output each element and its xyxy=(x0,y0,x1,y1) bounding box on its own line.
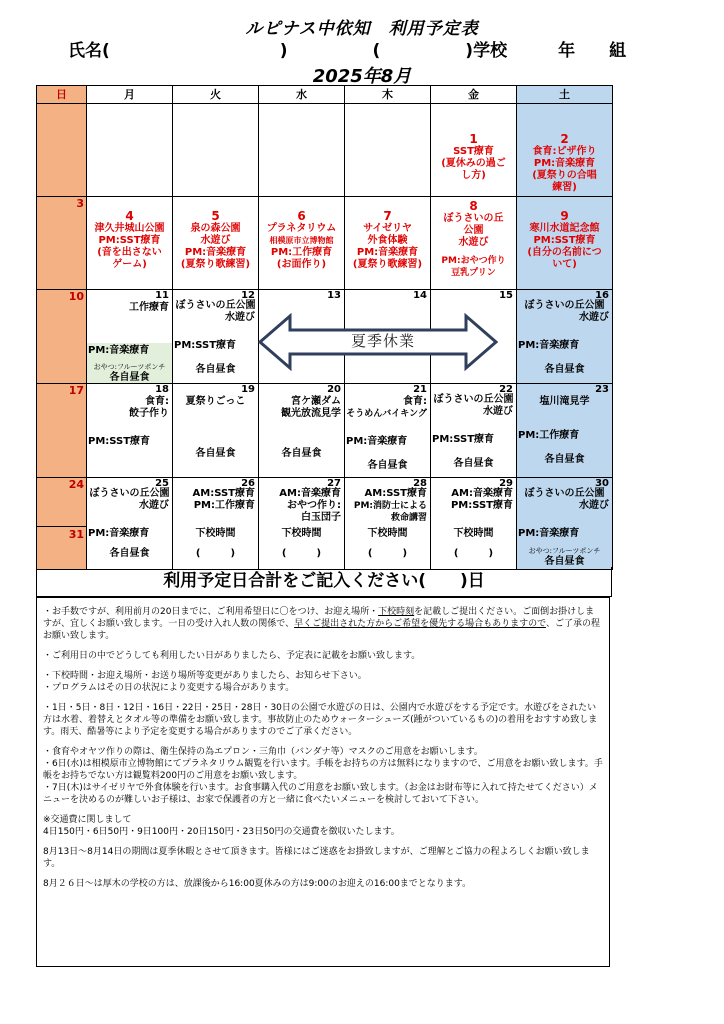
home-time-input[interactable]: ( ) xyxy=(453,548,494,559)
home-time-label: 下校時間 xyxy=(367,528,408,539)
note-changes: ・下校時間・お迎え場所・お送り場所等変更がありましたら、お知らせ下さい。 ・プログラムはその日の状況により変更する場合があります。 xyxy=(43,671,367,693)
activity-pm: PM:SST療育 xyxy=(450,500,513,511)
event-line: 津久井城山公園 xyxy=(94,223,165,234)
lunch-label: 各自昼食 xyxy=(195,448,236,459)
event-line: いて) xyxy=(552,259,577,270)
weekday-fri: 金 xyxy=(431,86,517,104)
activity-pm: PM:SST療育 xyxy=(88,436,151,447)
day-cell-11[interactable] xyxy=(87,290,173,384)
lunch-label: 各自昼食 xyxy=(544,364,585,375)
activity-am: ぼうさいの丘公園 xyxy=(433,394,514,405)
event-line: PM:音楽療育 xyxy=(533,158,596,169)
activity-pm: PM:SST療育 xyxy=(432,434,495,445)
note-holiday: 8月13日～8月14日の期間は夏季休暇とさせて頂きます。皆様にはご迷惑をお掛致しますが、ご理解とご協力の程よろしくお願い致します。 xyxy=(43,847,590,869)
event-line: (自分の名前につ xyxy=(527,247,602,258)
day-cell-7[interactable] xyxy=(345,197,431,290)
activity-am: 水遊び xyxy=(483,406,513,417)
total-days-field[interactable]: 利用予定日合計をご記入ください( )日 xyxy=(36,567,612,597)
activity-am: そうめんバイキング xyxy=(346,409,427,419)
event-line: (夏祭りの合唱 xyxy=(532,170,597,181)
event-line: (夏休みの過ご xyxy=(441,158,506,169)
day-cell-9[interactable] xyxy=(517,197,613,290)
note-transport: ※交通費に関しまして 4日150円・6日50円・9日100円・20日150円・23日50円の交通費を徴収いたします。 xyxy=(43,815,400,837)
day-cell-empty[interactable] xyxy=(37,104,87,197)
day-cell-12[interactable] xyxy=(173,290,259,384)
date-number: 2 xyxy=(560,132,569,146)
day-cell-6[interactable] xyxy=(259,197,345,290)
day-cell-29[interactable] xyxy=(431,478,517,570)
day-cell-30[interactable] xyxy=(517,478,613,570)
event-line: PM:おやつ作り xyxy=(441,256,506,266)
day-cell-25[interactable] xyxy=(87,478,173,570)
date-number: 29 xyxy=(499,478,513,489)
date-number: 24 xyxy=(68,478,84,491)
week-row-5 xyxy=(37,478,613,570)
event-line: 水遊び xyxy=(200,235,231,246)
date-number: 26 xyxy=(241,478,255,489)
weekday-mon: 月 xyxy=(87,86,173,104)
week-row-4 xyxy=(37,384,613,478)
activity-pm: 救命講習 xyxy=(390,513,427,523)
activity-am: ぼうさいの丘公園 xyxy=(524,488,605,499)
date-number: 22 xyxy=(499,384,513,395)
activity-pm: PM:消防士による xyxy=(353,501,427,511)
day-cell-1[interactable] xyxy=(431,104,517,197)
date-number: 16 xyxy=(595,290,609,301)
event-line: PM:音楽療育 xyxy=(356,247,419,258)
date-number: 13 xyxy=(327,290,341,301)
activity-am: 水遊び xyxy=(139,500,169,511)
day-cell-18[interactable] xyxy=(87,384,173,478)
week-row-2 xyxy=(37,197,613,290)
home-time-label: 下校時間 xyxy=(281,528,322,539)
day-cell-28[interactable] xyxy=(345,478,431,570)
event-line: ぼうさいの丘 xyxy=(443,213,504,224)
lunch-label: 各自昼食 xyxy=(109,548,150,559)
activity-am: 観光放流見学 xyxy=(281,408,341,419)
notes-box xyxy=(36,597,610,967)
weekday-thu: 木 xyxy=(345,86,431,104)
date-number: 17 xyxy=(68,384,84,397)
activity-am: AM:音楽療育 xyxy=(451,488,513,499)
date-number: 10 xyxy=(68,290,84,303)
date-number: 3 xyxy=(76,197,84,210)
day-cell-26[interactable] xyxy=(173,478,259,570)
date-number: 31 xyxy=(68,528,84,541)
day-cell-2[interactable] xyxy=(517,104,613,197)
note-water-play: ・1日・5日・8日・12日・16日・22日・25日・28日・30日の公園で水遊びの日は、公園内で水遊びをする予定です。水遊びをされたい方は水着、着替えとタオル等の準備をお願い致します。事故防止のためウォーターシューズ(踵がついているもの)の着用をおすすめ致します。雨天、酷暑等により予定を変更する場合がありますのでご了承ください。 xyxy=(43,703,598,737)
date-number: 12 xyxy=(241,290,255,301)
event-line: PM:SST療育 xyxy=(533,235,596,246)
activity-am: AM:SST療育 xyxy=(192,488,255,499)
activity-pm: PM:音楽療育 xyxy=(88,345,150,356)
date-number: 19 xyxy=(241,384,255,395)
date-number: 6 xyxy=(297,209,306,223)
event-line: 寒川水道記念館 xyxy=(529,223,600,234)
date-number: 1 xyxy=(469,132,478,146)
weekday-tue: 火 xyxy=(173,86,259,104)
date-number: 9 xyxy=(560,209,569,223)
day-cell-24-31[interactable] xyxy=(37,478,87,570)
day-cell-10[interactable] xyxy=(37,290,87,384)
event-line: し方) xyxy=(461,170,486,181)
activity-am: 塩川滝見学 xyxy=(539,396,590,407)
day-cell-16[interactable] xyxy=(517,290,613,384)
activity-pm: PM:SST療育 xyxy=(174,340,237,351)
date-number: 14 xyxy=(413,290,427,301)
date-number: 23 xyxy=(595,384,609,395)
day-cell-4[interactable] xyxy=(87,197,173,290)
activity-am: 水遊び xyxy=(579,500,609,511)
lunch-label: 各自昼食 xyxy=(544,556,585,567)
day-cell-empty[interactable] xyxy=(87,104,173,197)
event-line: PM:工作療育 xyxy=(270,247,333,258)
day-cell-22[interactable] xyxy=(431,384,517,478)
event-line: 外食体験 xyxy=(367,235,408,246)
weekday-sat: 土 xyxy=(517,86,613,104)
event-line: PM:SST療育 xyxy=(98,235,161,246)
event-line: 食育:ピザ作り xyxy=(532,146,597,157)
home-time-input[interactable]: ( ) xyxy=(367,548,408,559)
day-cell-3[interactable] xyxy=(37,197,87,290)
date-number: 5 xyxy=(211,209,220,223)
activity-pm: PM:音楽療育 xyxy=(518,340,580,351)
activity-am: おやつ作り: xyxy=(287,500,341,511)
snack-label: おやつ:フルーツポンチ xyxy=(93,363,166,371)
activity-am: 宮ケ瀬ダム xyxy=(291,396,341,407)
event-line: 豆乳プリン xyxy=(451,268,496,278)
date-number: 8 xyxy=(469,199,478,213)
home-time-input[interactable]: ( ) xyxy=(281,548,322,559)
activity-pm: PM:音楽療育 xyxy=(518,528,580,539)
activity-pm: PM:工作療育 xyxy=(518,430,580,441)
lunch-label: 各自昼食 xyxy=(281,448,322,459)
weekday-sun: 日 xyxy=(37,86,87,104)
activity-am: 水遊び xyxy=(579,312,609,323)
lunch-label: 各自昼食 xyxy=(195,364,236,375)
activity-am: 夏祭りごっこ xyxy=(185,396,246,407)
day-cell-empty[interactable] xyxy=(345,104,431,197)
event-line: ゲーム) xyxy=(112,259,147,270)
date-number: 4 xyxy=(125,209,134,223)
page-title: ルピナス中依知 利用予定表 xyxy=(245,19,479,39)
day-cell-27[interactable] xyxy=(259,478,345,570)
note-submission: ・お手数ですが、利用前月の20日までに、ご利用希望日に〇をつけ、お迎え場所・下校時刻を記載しご提出ください。ご面倒お掛けしますが、宜しくお願い致します。一日の受け入れ人数の関係で、早くご提出された方からご希望を優先する場合もありますので、ご了承の程お願い致します。 xyxy=(43,607,600,641)
event-line: PM:音楽療育 xyxy=(184,247,247,258)
lunch-label: 各自昼食 xyxy=(544,454,585,465)
event-line: 公園 xyxy=(463,225,484,236)
summer-holiday-label: 夏季休業 xyxy=(350,332,415,350)
event-line: プラネタリウム xyxy=(266,223,337,234)
date-number: 20 xyxy=(327,384,341,395)
home-time-input[interactable]: ( ) xyxy=(195,548,236,559)
activity-am: AM:音楽療育 xyxy=(279,488,341,499)
activity-am: 工作療育 xyxy=(129,302,169,313)
event-line: (夏祭り歌練習) xyxy=(352,259,423,270)
day-cell-23[interactable] xyxy=(517,384,613,478)
home-time-label: 下校時間 xyxy=(453,528,494,539)
event-line: 泉の森公園 xyxy=(190,223,241,234)
lunch-label: 各自昼食 xyxy=(367,460,408,471)
lunch-label: 各自昼食 xyxy=(109,372,150,383)
event-line: 練習) xyxy=(552,182,577,193)
activity-am: 食育: xyxy=(145,396,169,407)
activity-am: ぼうさいの丘公園 xyxy=(175,300,256,311)
day-cell-19[interactable] xyxy=(173,384,259,478)
day-cell-8[interactable] xyxy=(431,197,517,290)
date-number: 15 xyxy=(499,290,513,301)
activity-pm: PM:音楽療育 xyxy=(88,528,150,539)
date-number: 7 xyxy=(383,209,392,223)
event-line: 水遊び xyxy=(458,237,489,248)
day-cell-empty[interactable] xyxy=(173,104,259,197)
date-number: 11 xyxy=(155,290,169,301)
event-line: (夏祭り歌練習) xyxy=(180,259,251,270)
week-row-1 xyxy=(37,104,613,197)
lunch-label: 各自昼食 xyxy=(453,458,494,469)
event-line: SST療育 xyxy=(453,146,494,157)
name-school-line[interactable]: 氏名( ) ( )学校 年 組 xyxy=(68,41,627,61)
date-number: 21 xyxy=(413,384,427,395)
activity-am: ぼうさいの丘公園 xyxy=(524,300,605,311)
event-line: 相模原市立博物館 xyxy=(269,236,334,245)
day-cell-21[interactable] xyxy=(345,384,431,478)
date-number: 25 xyxy=(155,478,169,489)
snack-label: おやつ:フルーツポンチ xyxy=(528,547,601,555)
activity-pm: PM:工作療育 xyxy=(193,500,255,511)
note-priority-day: ・ご利用日の中でどうしても利用したい日がありましたら、予定表に記載をお願い致します。 xyxy=(43,651,421,661)
day-cell-17[interactable] xyxy=(37,384,87,478)
note-food: ・食育やオヤツ作りの際は、衛生保持の為エプロン・三角巾（バンダナ等）マスクのご用意をお願いします。 ・6日(水)は相模原市立博物館にてプラネタリウム観覧を行います。手帳をお持ちの方は無料になりますので、ご用意をお願い致します。手帳をお持ちでない方は観覧料200円のご用意をお願い致します。 ・7日(木)はサイゼリヤで外食体験を行います。お食事購入代のご用意をお願い致します。（お金はお財布等に入れて持たせてください）メニューを決めるのが難しいお子様は、お家で保護者の方と一緒に食べたいメニューを検討しておいて下さい。 xyxy=(43,747,603,805)
weekday-header-row xyxy=(37,86,613,104)
day-cell-20[interactable] xyxy=(259,384,345,478)
day-cell-empty[interactable] xyxy=(259,104,345,197)
event-line: サイゼリヤ xyxy=(363,223,412,234)
activity-am: 水遊び xyxy=(225,312,255,323)
event-line: (音を出さない xyxy=(97,247,162,258)
month-heading: 2025年8月 xyxy=(312,66,412,87)
weekday-wed: 水 xyxy=(259,86,345,104)
event-line: (お面作り) xyxy=(276,259,327,270)
activity-am: 食育: xyxy=(403,396,427,407)
home-time-label: 下校時間 xyxy=(195,528,236,539)
activity-am: AM:SST療育 xyxy=(364,488,427,499)
date-number: 18 xyxy=(155,384,169,395)
activity-pm: PM:音楽療育 xyxy=(346,436,408,447)
activity-am: 餃子作り xyxy=(129,408,169,419)
day-cell-5[interactable] xyxy=(173,197,259,290)
date-number: 27 xyxy=(327,478,341,489)
activity-am: 白玉団子 xyxy=(301,512,341,523)
note-pickup: 8月２６日～は厚木の学校の方は、放課後から16:00夏休みの方は9:00のお迎えの16:00までとなります。 xyxy=(43,879,472,889)
activity-am: ぼうさいの丘公園 xyxy=(89,488,170,499)
date-number: 30 xyxy=(595,478,609,489)
date-number: 28 xyxy=(413,478,427,489)
